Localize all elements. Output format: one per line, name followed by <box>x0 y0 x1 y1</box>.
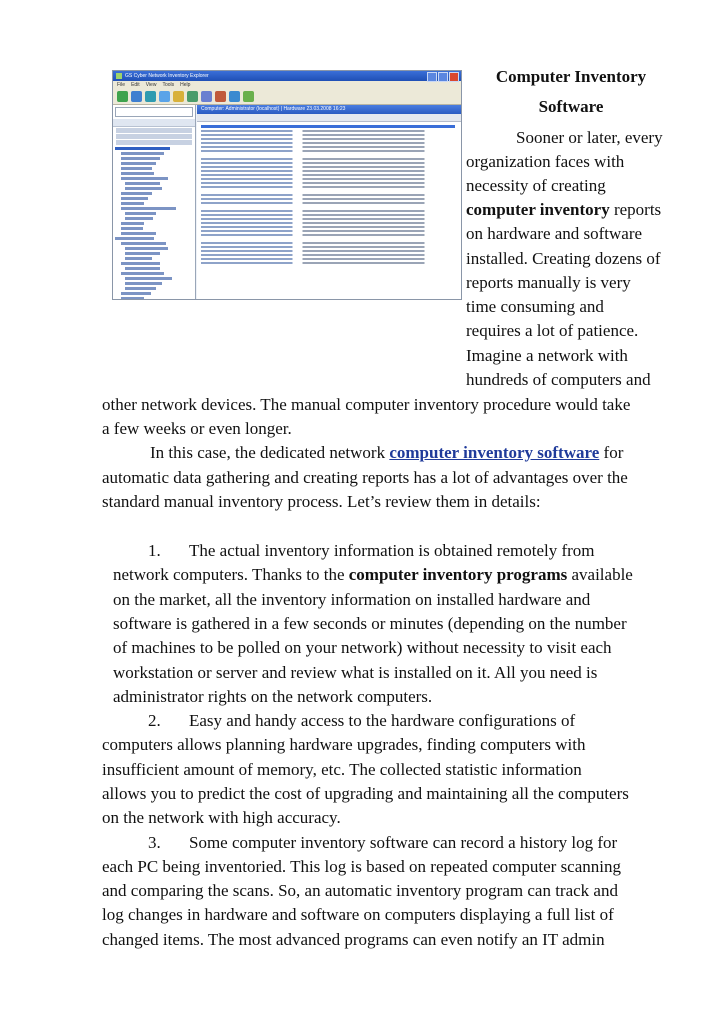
side-paragraph-line: reports manually is very <box>466 273 631 292</box>
list-item-line: of machines to be polled on your network) without necessity to visit each <box>113 638 612 657</box>
network-icon <box>145 91 156 102</box>
category-tree <box>115 145 193 297</box>
list-item-line: Some computer inventory software can record a history log for <box>189 833 618 852</box>
list-item-line: changed items. The most advanced programs can even notify an IT admin <box>102 930 605 949</box>
list-item-line: each PC being inventoried. This log is based on repeated computer scanning <box>102 857 621 876</box>
maximize-icon <box>438 72 448 82</box>
close-icon <box>449 72 459 82</box>
paragraph-line: In this case, the dedicated network computer inventory software for <box>150 443 624 462</box>
refresh-icon <box>131 91 142 102</box>
export-icon <box>201 91 212 102</box>
side-paragraph-line: computer inventory reports <box>466 200 662 219</box>
list-item-line: administrator rights on the network computers. <box>113 687 433 706</box>
list-item-line: and comparing the scans. So, an automatic inventory program can track and <box>102 881 618 900</box>
details-rows <box>201 123 455 295</box>
list-item-line: workstation or server and review what is installed on it. All you need is <box>113 663 598 682</box>
list-number: 2. <box>148 711 161 730</box>
list-item-line: Easy and handy access to the hardware configurations of <box>189 711 576 730</box>
computer-inventory-software-link[interactable]: computer inventory software <box>389 443 600 462</box>
computer-list-header <box>113 119 195 127</box>
screenshot-window-title: GS Cyber Network Inventory Explorer <box>125 73 209 79</box>
menu-view: View <box>145 82 157 88</box>
screenshot-titlebar <box>113 71 461 81</box>
list-item-line: network computers. Thanks to the computer inventory programs available <box>113 565 633 584</box>
menu-tools: Tools <box>162 82 175 88</box>
list-number: 3. <box>148 833 161 852</box>
screenshot-menubar <box>113 81 461 89</box>
list-item-line: on the market, all the inventory information on installed hardware and <box>113 590 591 609</box>
bold-term: computer inventory <box>466 200 610 219</box>
side-paragraph-line: Sooner or later, every <box>516 128 663 147</box>
list-item-line: computers allows planning hardware upgrades, finding computers with <box>102 735 586 754</box>
side-paragraph-line: installed. Creating dozens of <box>466 249 661 268</box>
folder-icon <box>173 91 184 102</box>
screenshot-details-panel <box>197 105 461 299</box>
report-icon <box>187 91 198 102</box>
group-combo <box>115 107 193 117</box>
computer-icon <box>159 91 170 102</box>
paragraph-line: other network devices. The manual computer inventory procedure would take <box>102 395 631 414</box>
side-paragraph-line: necessity of creating <box>466 176 606 195</box>
side-paragraph-line: on hardware and software <box>466 224 643 243</box>
side-paragraph-line: hundreds of computers and <box>466 370 651 389</box>
screenshot-toolbar <box>113 89 461 105</box>
help-icon <box>243 91 254 102</box>
side-paragraph-line: requires a lot of patience. <box>466 321 639 340</box>
list-item-line: on the network with high accuracy. <box>102 808 341 827</box>
list-item-line: software is gathered in a few seconds or minutes (depending on the number <box>113 614 627 633</box>
computer-details-title: Computer: Administrator (localhost) | Hardware 23.03.2008 16:23 <box>197 105 461 114</box>
scan-icon <box>117 91 128 102</box>
computer-list-row <box>116 128 192 133</box>
options-icon <box>229 91 240 102</box>
side-paragraph-line: time consuming and <box>466 297 604 316</box>
paragraph-line: standard manual inventory process. Let’s review them in details: <box>102 492 541 511</box>
list-item-line: The actual inventory information is obtained remotely from <box>189 541 595 560</box>
list-number: 1. <box>148 541 161 560</box>
list-item-line: allows you to predict the cost of upgrading and maintaining all the computers <box>102 784 629 803</box>
page-title-line-1: Computer Inventory <box>495 67 647 86</box>
menu-edit: Edit <box>131 82 140 88</box>
minimize-icon <box>427 72 437 82</box>
app-icon <box>116 73 122 79</box>
list-item-line: log changes in hardware and software on computers displaying a full list of <box>102 905 614 924</box>
side-paragraph-line: organization faces with <box>466 152 625 171</box>
window-controls <box>427 72 459 82</box>
computer-list-row <box>116 134 192 139</box>
list-item-line: insufficient amount of memory, etc. The collected statistic information <box>102 760 582 779</box>
delete-icon <box>215 91 226 102</box>
screenshot-navigation-panel <box>113 105 196 299</box>
paragraph-line: a few weeks or even longer. <box>102 419 292 438</box>
page-title-line-2: Software <box>538 97 604 116</box>
details-column-header <box>197 114 461 122</box>
side-paragraph-line: Imagine a network with <box>466 346 628 365</box>
software-screenshot-figure <box>112 70 462 300</box>
menu-file: File <box>117 82 126 88</box>
menu-help: Help <box>180 82 191 88</box>
paragraph-line: automatic data gathering and creating reports has a lot of advantages over the <box>102 468 628 487</box>
